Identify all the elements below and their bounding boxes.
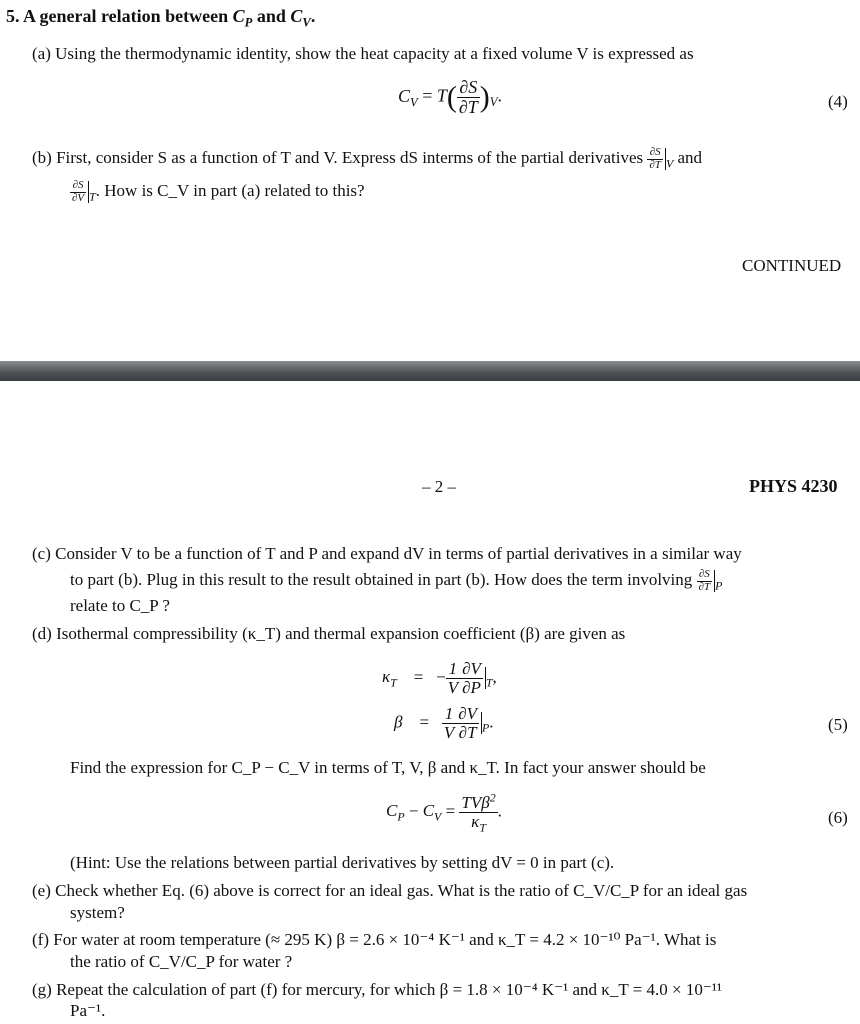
equation-4-number: (4) (828, 92, 848, 111)
equation-kappa: $\kappa_T$ = − $\frac{1}{V}$ $\frac{\partial V}{\partial P}$ $_T$, (382, 659, 497, 697)
problem-title (6, 6, 316, 30)
part-b-text1: First, consider S as a function of T and V. Express dS interms of the partial derivatives (56, 147, 644, 167)
part-f-line1 (32, 930, 716, 950)
equation-4: $C_V = T$( $\frac{\partial S}{\partial T}$ )$_V$. (398, 77, 502, 117)
equation-6-number: (6) (828, 808, 848, 827)
part-b-line2: $\frac{\partial S}{\partial V}$ $_T$. How is C_V in part (a) related to this? (72, 179, 365, 204)
part-g-text1: Repeat the calculation of part (f) for mercury, for which β = 1.8 × 10⁻⁴ K⁻¹ and κ_T = 4.0 × 10⁻¹¹ (56, 980, 723, 999)
part-c-line2: to part (b). Plug in this result to the result obtained in part (b). How does the term involving $\frac{\partial S}{\partial T}$ $_P$ (70, 568, 723, 593)
part-c-text3: relate to C_P ? (70, 596, 170, 615)
part-c-text2: to part (b). Plug in this result to the result obtained in part (b). How does the term involving (70, 569, 693, 589)
part-c-label: (c) (32, 544, 51, 563)
part-d-find-text: Find the expression for C_P − C_V in terms of T, V, β and κ_T. In fact your answer should be (70, 758, 706, 777)
part-d-text: Isothermal compressibility (κ_T) and thermal expansion coefficient (β) are given as (56, 624, 626, 643)
part-e-text2: system? (70, 903, 125, 922)
part-g-label: (g) (32, 980, 52, 999)
part-f-text1: For water at room temperature (≈ 295 K) β = 2.6 × 10⁻⁴ K⁻¹ and κ_T = 4.2 × 10⁻¹⁰ Pa⁻¹. What is (53, 930, 717, 949)
part-g-line1 (32, 980, 722, 1000)
part-b-line1: (b) First, consider S as a function of T and V. Express dS interms of the partial derivatives $\frac{\partial S}{\partial T}$ $_V$ and (32, 146, 702, 171)
page-number: – 2 – (422, 477, 456, 496)
course-code: PHYS 4230 (749, 476, 838, 496)
part-e-label: (e) (32, 881, 51, 900)
part-f-label: (f) (32, 930, 49, 949)
part-f-text2: the ratio of C_V/C_P for water ? (70, 952, 293, 971)
part-c-text1: Consider V to be a function of T and P and expand dV in terms of partial derivatives in a similar way (55, 544, 742, 563)
part-e-line1 (32, 881, 747, 901)
part-b-text2: . How is C_V in part (a) related to this? (95, 180, 365, 200)
equation-5-number: (5) (828, 715, 848, 734)
part-d-hint: (Hint: Use the relations between partial derivatives by setting dV = 0 in part (c). (70, 853, 615, 872)
equation-6: $C_P - C_V$ = $\frac{TV\beta^2}{\kappa_T}$ . (386, 790, 502, 835)
problem-number: 5. (6, 6, 20, 26)
part-b-label: (b) (32, 147, 52, 167)
part-g-text2: Pa⁻¹. (70, 1001, 106, 1020)
part-c-line1 (32, 544, 742, 564)
part-a-label: (a) (32, 44, 51, 63)
part-d-label: (d) (32, 624, 52, 643)
problem-title-text: A general relation between $C_P$ and $C_V$. (23, 6, 316, 30)
part-d-line (32, 624, 625, 644)
part-a-line (32, 44, 694, 64)
part-b-and: and (677, 147, 702, 167)
part-a-text: Using the thermodynamic identity, show the heat capacity at a fixed volume V is expressed as (55, 44, 694, 63)
part-e-text1: Check whether Eq. (6) above is correct for an ideal gas. What is the ratio of C_V/C_P for an ideal gas (55, 881, 748, 900)
equation-beta: β = $\frac{1}{V}$ $\frac{\partial V}{\partial T}$ $_P$. (394, 704, 494, 742)
page-divider (0, 361, 860, 381)
continued-label: CONTINUED (742, 256, 842, 275)
